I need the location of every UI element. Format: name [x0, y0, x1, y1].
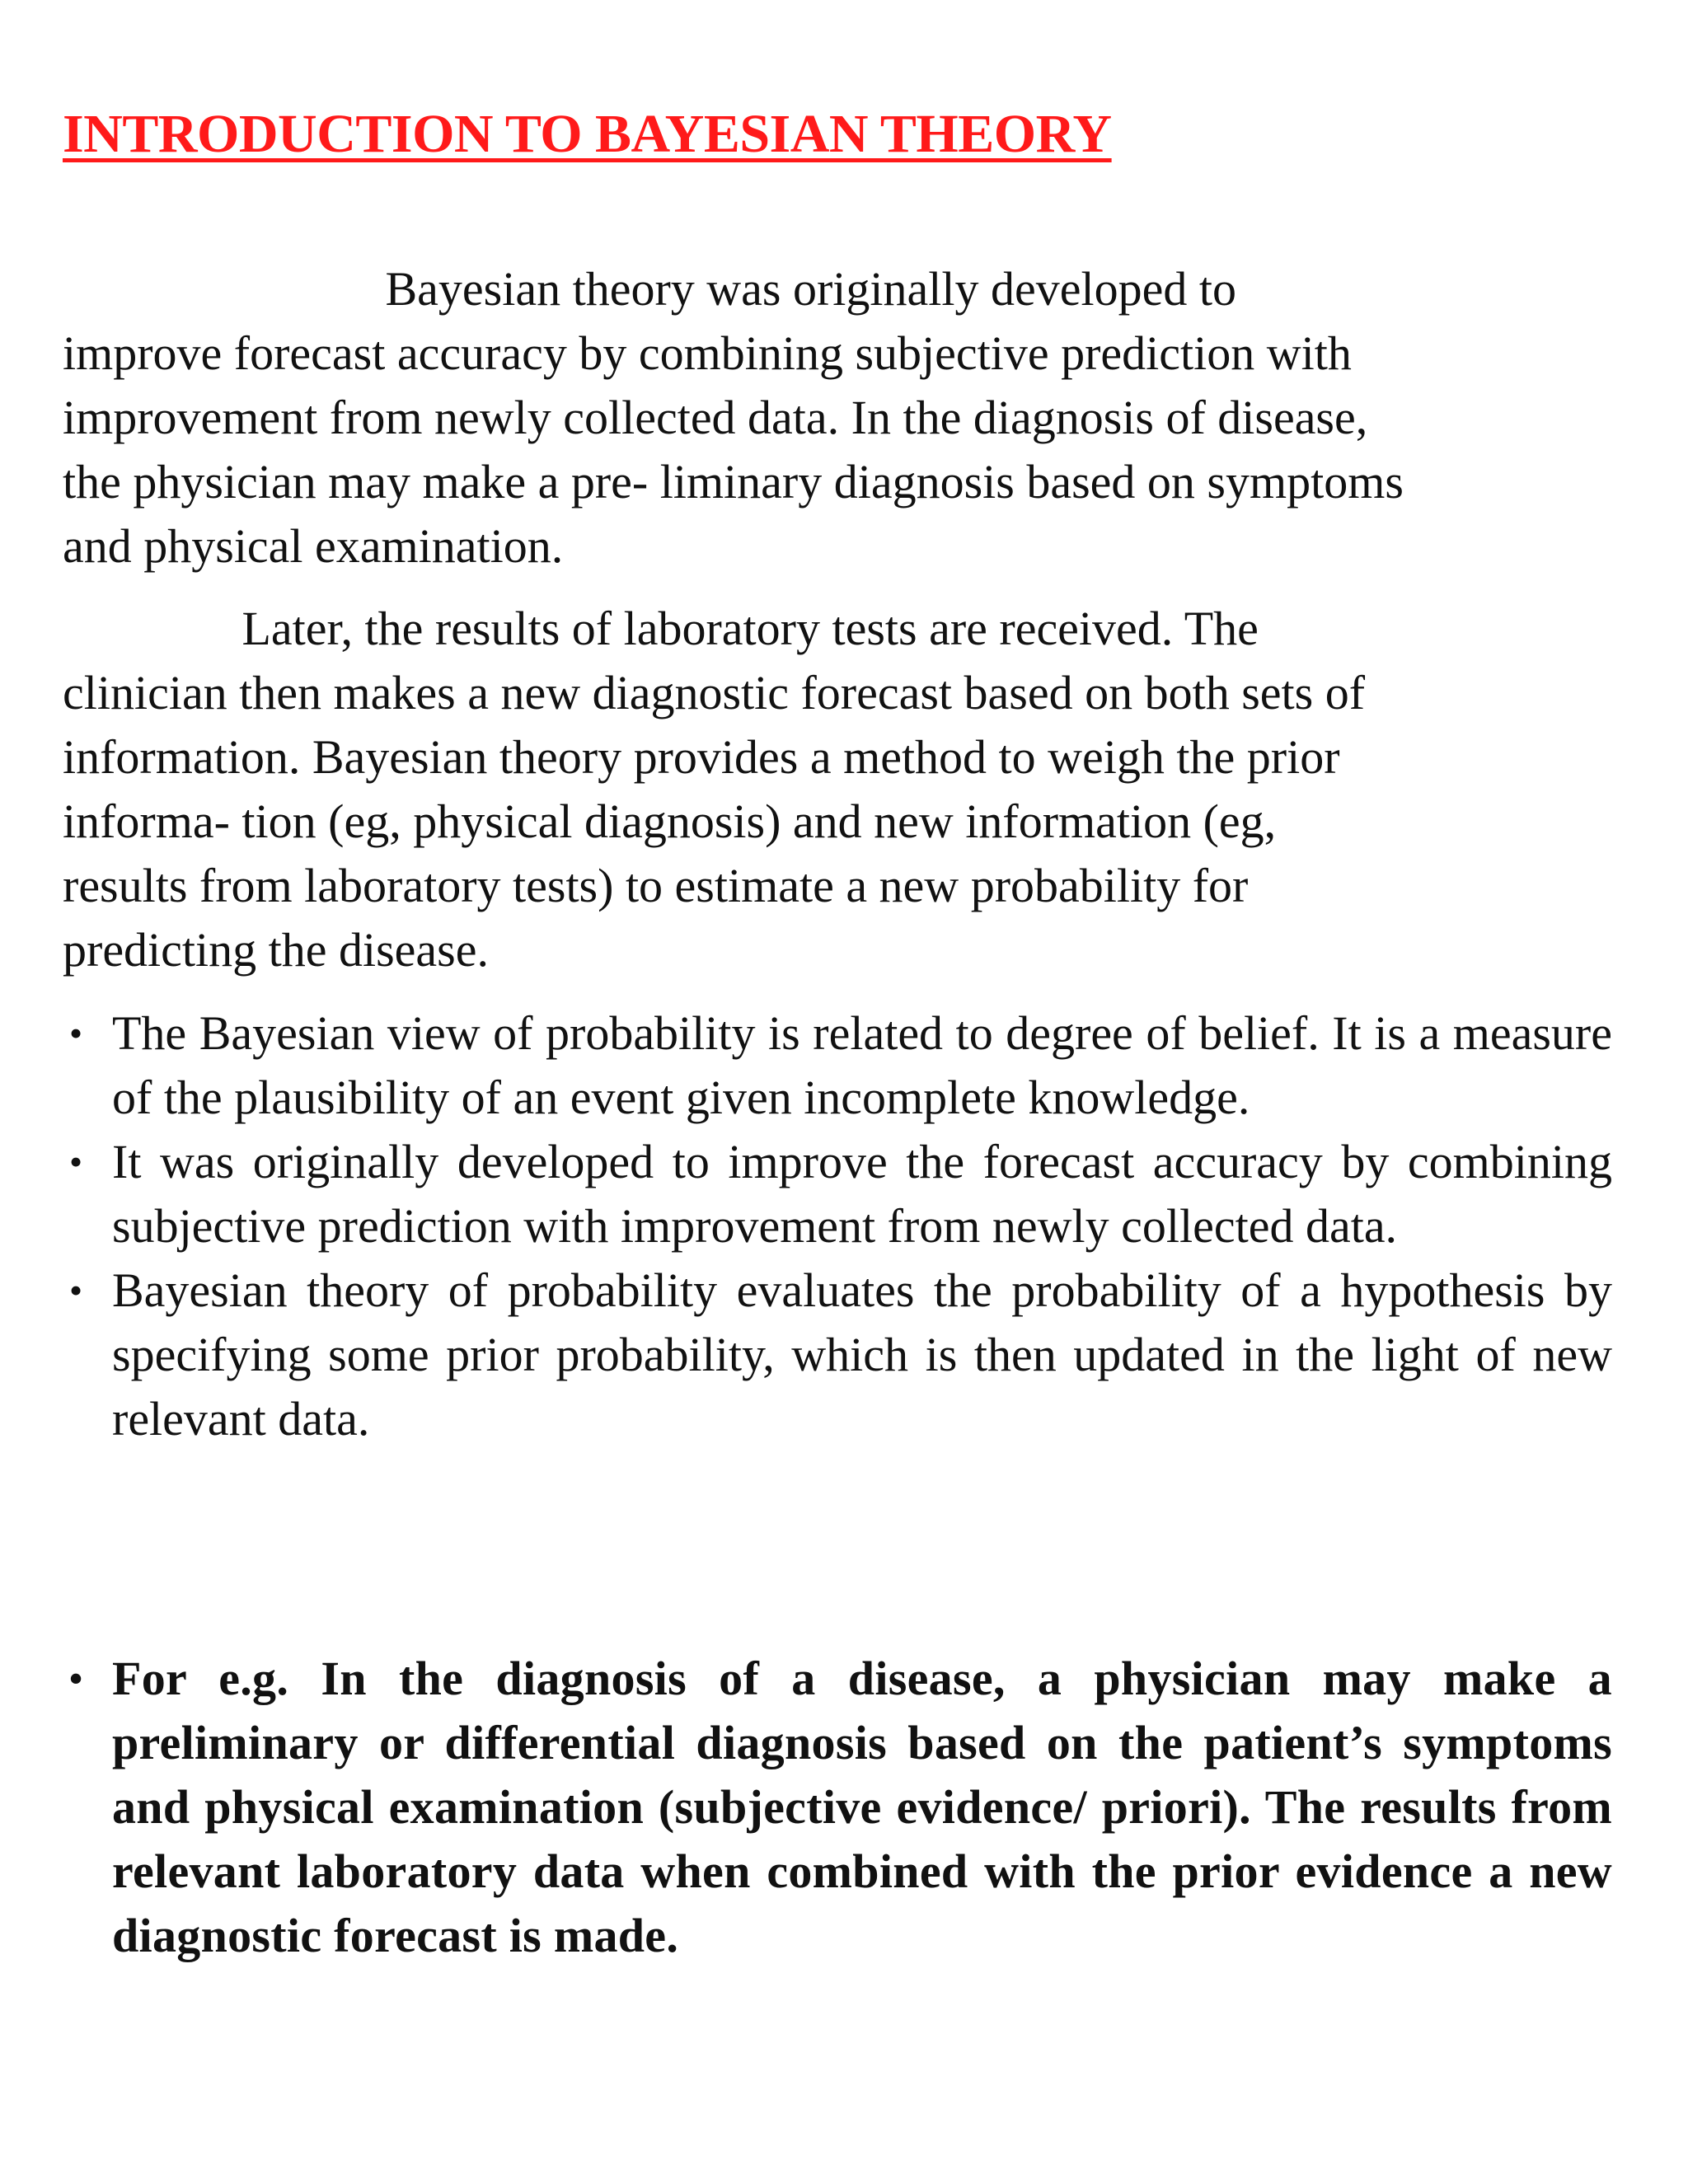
list-item — [63, 1130, 1612, 1258]
bullet-icon: • — [69, 1012, 83, 1054]
example-list-item — [63, 1647, 1612, 1968]
bullet-list — [63, 1001, 1612, 1451]
bullet-text: Bayesian theory of probability evaluates the probability of a hypothesis by specifying some prior probability, which is then updated in the light of new relevant data. — [112, 1263, 1612, 1446]
bullet-text: It was originally developed to improve the forecast accuracy by combining subjective prediction with improvement from newly collected data. — [112, 1135, 1612, 1253]
example-bullet-list — [63, 1647, 1612, 1968]
list-item — [63, 1258, 1612, 1451]
intro-paragraph: Bayesian theory was originally developed to improve forecast accuracy by combining subjective prediction with improvement from newly collected data. In the diagnosis of disease, the physician may make a pre- liminary diagnosis based on symptoms and physical examination. — [63, 262, 1404, 573]
laboratory-paragraph: Later, the results of laboratory tests are received. The clinician then makes a new diagnostic forecast based on both sets of information. Bayesian theory provides a method to weigh the prior informa- tion (eg, physical diagnosis) and new information (eg, results from laboratory tests) to estimate a new probability for predicting the disease. — [63, 602, 1366, 977]
example-text: For e.g. In the diagnosis of a disease, a physician may make a preliminary or differential diagnosis based on the patient’s symptoms and physical examination (subjective evidence/ priori). The results from relevant laboratory data when combined with the prior evidence a new diagnostic forecast is made. — [112, 1652, 1612, 1962]
bullet-icon: • — [69, 1269, 83, 1311]
list-item — [63, 1001, 1612, 1130]
bullet-icon: • — [69, 1657, 83, 1699]
page-title: INTRODUCTION TO BAYESIAN THEORY — [63, 104, 1112, 164]
bullet-text: The Bayesian view of probability is related to degree of belief. It is a measure of the plausibility of an event given incomplete knowledge. — [112, 1006, 1612, 1124]
bullet-icon: • — [69, 1141, 83, 1183]
